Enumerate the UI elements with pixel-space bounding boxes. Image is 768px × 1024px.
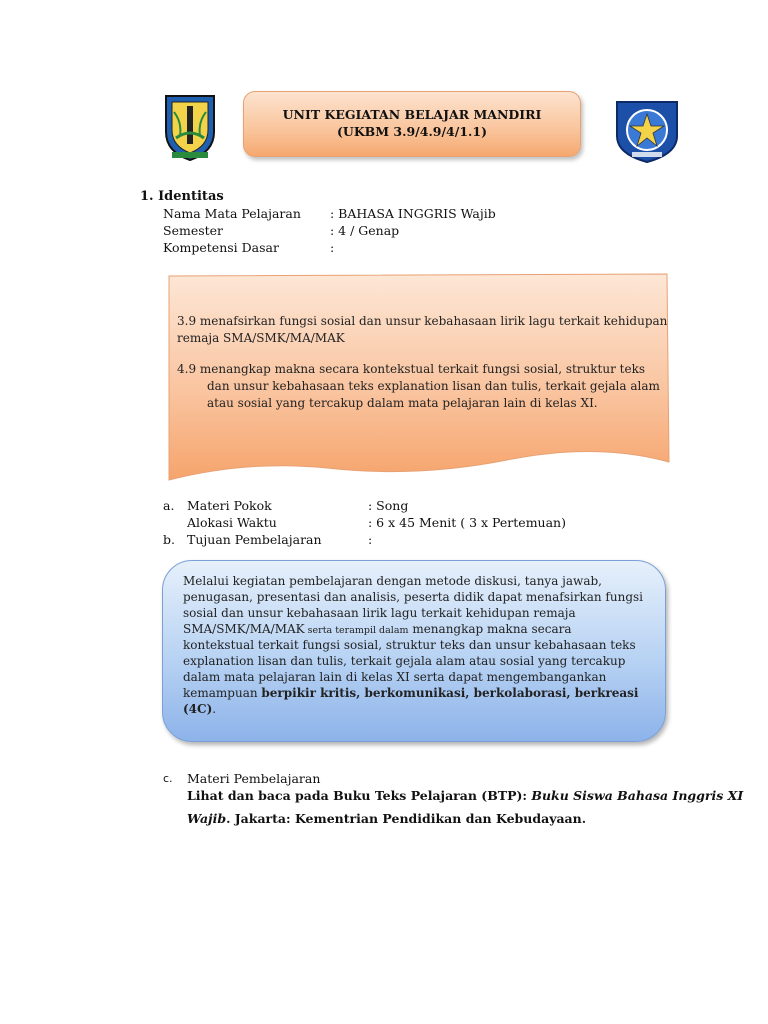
tujuan-line: explanation lisan dan tulis, terkait gejala alam atau sosial yang tercakup bbox=[183, 654, 626, 668]
tujuan-value: : bbox=[368, 532, 373, 547]
book-title: Buku Siswa Bahasa Inggris XI bbox=[531, 788, 744, 803]
materi-pokok-value: : Song bbox=[368, 498, 409, 513]
materi-pembelajaran-line-1 bbox=[187, 787, 743, 804]
tujuan-line: penugasan, presentasi dan analisis, peserta didik dapat menafsirkan fungsi bbox=[183, 590, 644, 604]
tujuan-text-small: serta terampil dalam bbox=[304, 625, 409, 636]
tujuan-line: sosial dan unsur kebahasaan lirik lagu terkait kehidupan remaja bbox=[183, 606, 576, 620]
kd-4-9-line-2: dan unsur kebahasaan teks explanation lisan dan tulis, terkait gejala alam bbox=[207, 379, 660, 393]
identitas-value: : 4 / Genap bbox=[330, 223, 400, 238]
tujuan-text: menangkap makna secara bbox=[408, 622, 572, 636]
tujuan-line-8 bbox=[183, 685, 639, 701]
kd-3-9-line-2: remaja SMA/SMK/MA/MAK bbox=[177, 331, 345, 345]
book-title-cont: Wajib bbox=[187, 811, 227, 826]
kd-4-9-line-1: 4.9 menangkap makna secara kontekstual terkait fungsi sosial, struktur teks bbox=[177, 362, 645, 376]
materi-pembelajaran-line-2 bbox=[187, 810, 586, 827]
tujuan-label: Tujuan Pembelajaran bbox=[187, 532, 322, 547]
list-marker-a: a. bbox=[163, 498, 175, 513]
tujuan-line-9 bbox=[183, 701, 216, 717]
title-line-2: (UKBM 3.9/4.9/4/1.1) bbox=[337, 124, 487, 139]
tujuan-text: kemampuan bbox=[183, 686, 262, 700]
btp-text: Lihat dan baca pada Buku Teks Pelajaran (BTP): bbox=[187, 788, 532, 803]
kd-4-9-line-3: atau sosial yang tercakup dalam mata pelajaran lain di kelas XI. bbox=[207, 396, 598, 410]
school-emblem-icon bbox=[612, 98, 682, 164]
publisher-text: . Jakarta: Kementrian Pendidikan dan Kebudayaan. bbox=[226, 811, 587, 826]
identitas-value: : bbox=[330, 240, 335, 255]
alokasi-waktu-value: : 6 x 45 Menit ( 3 x Pertemuan) bbox=[368, 515, 566, 530]
list-marker-c: c. bbox=[163, 772, 173, 785]
list-marker-b: b. bbox=[163, 532, 175, 547]
materi-pokok-label: Materi Pokok bbox=[187, 498, 272, 513]
tujuan-line: Melalui kegiatan pembelajaran dengan metode diskusi, tanya jawab, bbox=[183, 574, 602, 588]
materi-pembelajaran-heading: Materi Pembelajaran bbox=[187, 771, 321, 786]
identitas-label: Kompetensi Dasar bbox=[163, 240, 279, 255]
tujuan-4c-skills: berpikir kritis, berkomunikasi, berkolaborasi, berkreasi bbox=[261, 686, 639, 700]
tujuan-line: kontekstual terkait fungsi sosial, struktur teks dan unsur kebahasaan teks bbox=[183, 638, 636, 652]
title-banner bbox=[243, 91, 581, 157]
tujuan-line: dalam mata pelajaran lain di kelas XI serta dapat mengembangankan bbox=[183, 670, 607, 684]
tujuan-text: . bbox=[212, 702, 217, 716]
identitas-heading: 1. Identitas bbox=[140, 189, 224, 204]
tujuan-text: SMA/SMK/MA/MAK bbox=[183, 622, 305, 636]
tujuan-4c-label: (4C) bbox=[183, 702, 213, 716]
alokasi-waktu-label: Alokasi Waktu bbox=[187, 515, 277, 530]
identitas-value: : BAHASA INGGRIS Wajib bbox=[330, 206, 496, 221]
identitas-label: Semester bbox=[163, 223, 224, 238]
provincial-crest-icon bbox=[162, 92, 218, 162]
identitas-label: Nama Mata Pelajaran bbox=[163, 206, 301, 221]
title-line-1: UNIT KEGIATAN BELAJAR MANDIRI bbox=[282, 107, 542, 122]
kd-3-9-line-1: 3.9 menafsirkan fungsi sosial dan unsur kebahasaan lirik lagu terkait kehidupan bbox=[177, 314, 668, 328]
